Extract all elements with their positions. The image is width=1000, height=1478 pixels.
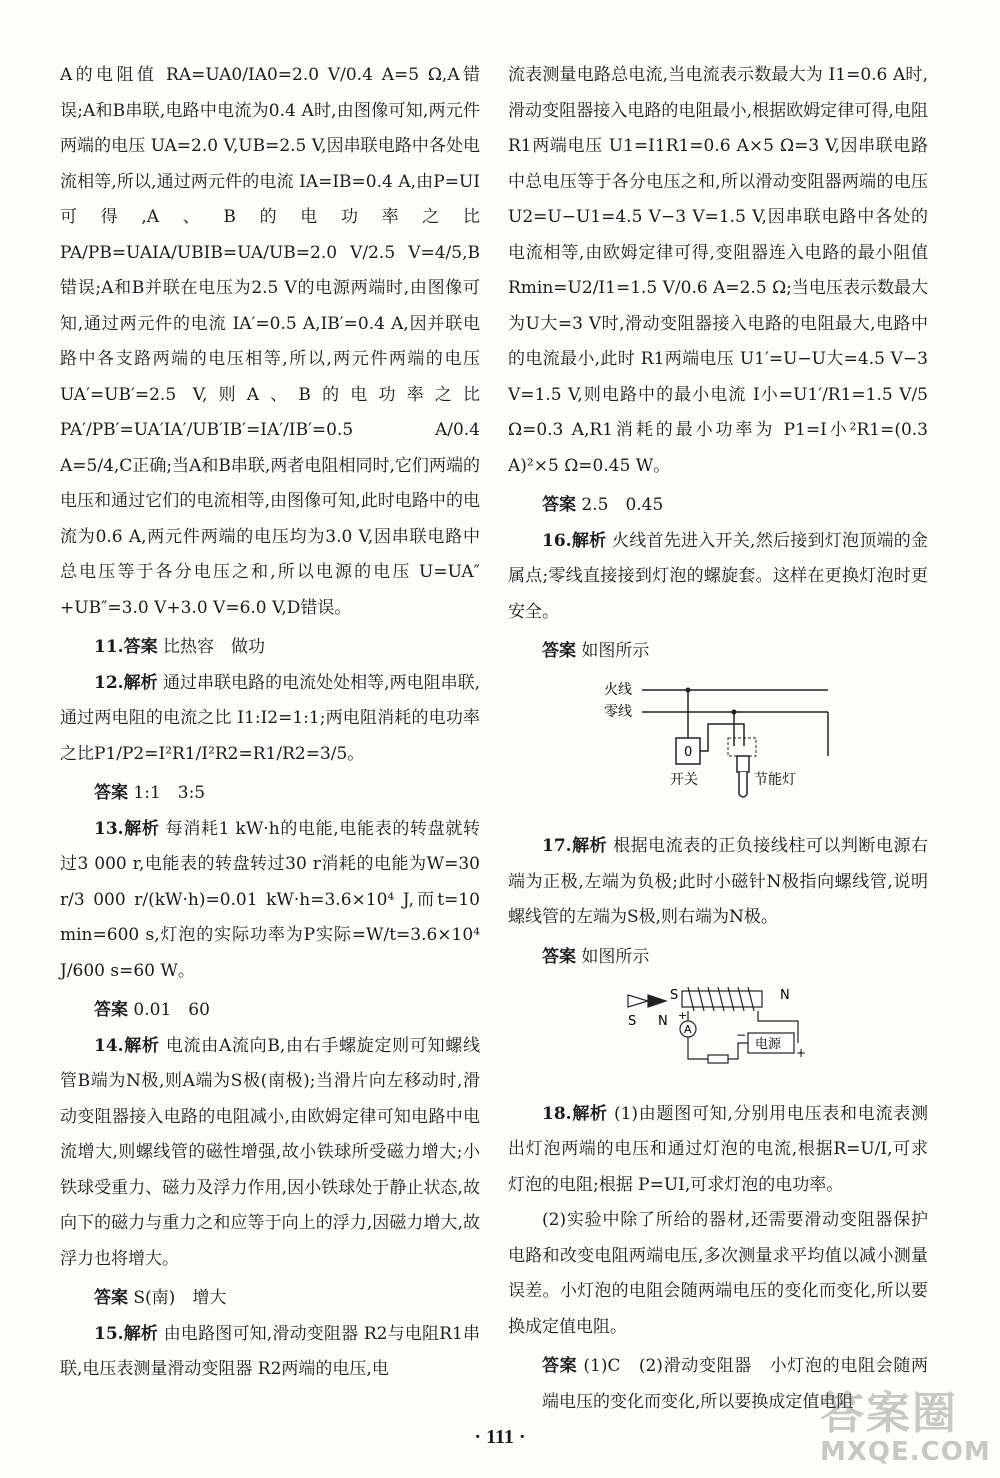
answer-18-label: 答案	[542, 1356, 578, 1376]
ammeter-lead	[688, 1037, 708, 1059]
answer-15-label: 答案	[542, 495, 576, 515]
solution-15	[60, 1317, 480, 1388]
answer-11-label: 11.答案	[94, 637, 158, 657]
solenoid-n-label: N	[780, 988, 790, 1003]
answer-16	[508, 634, 928, 670]
solution-13-text: 每消耗1 kW·h的电能,电能表的转盘就转过3 000 r,电能表的转盘转过30 r消耗的电能为W=30 r/3 000 r/(kW·h)=0.01 kW·h=3.6×10⁴ J,而t=10 min=600 s,灯泡的实际功率为P实际=W/t=3.6×10⁴ J/600 s=60 W。	[60, 818, 481, 981]
lamp-base	[737, 756, 749, 772]
solution-12-label: 12.解析	[94, 672, 158, 693]
watermark-line2: MXQE.COM	[820, 1437, 991, 1467]
answer-18-text: (1)C (2)滑动变阻器 小灯泡的电阻会随两端电压的变化而变化,所以要换成定值电阻	[542, 1356, 928, 1412]
supply-plus-label: +	[796, 1046, 807, 1060]
compass-needle-s	[628, 995, 648, 1007]
switch-mark: 0	[684, 744, 693, 760]
solution-16	[508, 524, 928, 631]
neutral-wire-label: 零线	[604, 703, 632, 720]
solution-18-label: 18.解析	[542, 1103, 608, 1124]
lamp-label: 节能灯	[754, 771, 796, 788]
answer-14-text: S(南) 增大	[133, 1288, 227, 1308]
solution-12	[60, 666, 480, 773]
figure-17-solenoid-diagram	[508, 981, 928, 1087]
lamp-socket	[728, 738, 756, 756]
solution-16-text: 火线首先进入开关,然后接到灯泡顶端的金属点;零线直接接到灯泡的螺旋套。这样在更换灯泡时更安全。	[508, 530, 929, 622]
ammeter-label: A	[684, 1023, 692, 1036]
power-supply-label: 电源	[755, 1037, 782, 1052]
ammeter-plus-label: +	[678, 1009, 688, 1022]
answer-15-text: 2.5 0.45	[581, 495, 664, 515]
solution-14-text: 电流由A流向B,由右手螺旋定则可知螺线管B端为N极,则A端为S极(南极);当滑片向左移动时,滑动变阻器接入电路的电阻减小,由欧姆定律可知电路中电流增大,则螺线管的磁性增强,故小铁球所受磁力增大;小铁球受重力、磁力及浮力作用,因小铁球处于静止状态,故向下的磁力与重力之和应等于向上的浮力,因磁力增大,故浮力也将增大。	[60, 1035, 481, 1269]
watermark-line1: 答案圈	[820, 1388, 958, 1439]
wiring-diagram-svg	[508, 676, 928, 806]
switch-label: 开关	[670, 771, 698, 788]
solution-18-part-2: (2)实验中除了所给的器材,还需要滑动变阻器保护电路和改变电阻两端电压,多次测量求平均值以减小测量误差。小灯泡的电阻会随两端电压的变化而变化,所以要换成定值电阻。	[508, 1210, 928, 1337]
solution-15-label: 15.解析	[94, 1323, 159, 1344]
energy-saving-lamp-icon	[739, 772, 747, 797]
solution-16-label: 16.解析	[542, 530, 607, 551]
answer-16-label: 答案	[542, 641, 576, 661]
solenoid-diagram-svg	[508, 981, 928, 1073]
solenoid-s-label: S	[670, 988, 679, 1003]
solution-17-text: 根据电流表的正负接线柱可以判断电源右端为正极,左端为负极;此时小磁针N极指向螺线管,说明螺线管的左端为S极,则右端为N极。	[508, 836, 929, 927]
solution-15-text: 由电路图可知,滑动变阻器 R2与电阻R1串联,电压表测量滑动变阻器 R2两端的电压,电	[60, 1323, 481, 1379]
watermark-logo	[820, 1390, 990, 1470]
answer-12-text: 1:1 3:5	[133, 783, 206, 803]
answer-11-text: 比热容 做功	[162, 637, 265, 657]
rheostat-icon	[708, 1055, 728, 1063]
answer-13-text: 0.01 60	[133, 1000, 210, 1020]
needle-n-label: N	[658, 1014, 668, 1029]
needle-s-label: S	[628, 1014, 637, 1029]
answer-15	[508, 488, 928, 524]
compass-needle-n	[648, 995, 666, 1007]
supply-minus-label: −	[736, 1028, 747, 1042]
page-number: · 111 ·	[474, 1426, 526, 1448]
answer-17-label: 答案	[542, 946, 576, 967]
solution-12-text: 通过串联电路的电流处处相等,两电阻串联,通过两电阻的电流之比 I1:I2=1:1;两电阻消耗的电功率之比P1/P2=I²R1/I²R2=R1/R2=3/5。	[60, 672, 481, 764]
solution-15-continued: 流表测量电路总电流,当电流表示数最大为 I1=0.6 A时,滑动变阻器接入电路的电阻最小,根据欧姆定律可得,电阻 R1两端电压 U1=I1R1=0.6 A×5 Ω=3 V,因串联电路中总电压等于各分电压之和,所以滑动变阻器两端的电压 U2=U−U1=4.5 V−3 V=1.5 V,因串联电路中各处的电流相等,由欧姆定律可得,变阻器连入电路的最小阻值 Rmin=U2/I1=1.5 V/0.6 A=2.5 Ω;当电压表示数最大为U大=3 V时,滑动变阻器接入电路的电阻最大,电路中的电流最小,此时 R1两端电压 U1′=U−U大=4.5 V−3 V=1.5 V,则电路中的最小电流 I小=U1′/R1=1.5 V/5 Ω=0.3 A,R1消耗的最小功率为 P1=I小²R1=(0.3 A)²×5 Ω=0.45 W。	[508, 65, 928, 476]
answer-17-text: 如图所示	[581, 946, 650, 967]
live-wire-label: 火线	[604, 681, 632, 698]
solution-14	[60, 1029, 480, 1278]
answer-16-text: 如图所示	[581, 641, 650, 661]
right-column	[508, 58, 928, 1420]
answer-12-label: 答案	[94, 783, 128, 803]
solution-17-label: 17.解析	[542, 836, 608, 856]
figure-16-wiring-diagram	[508, 676, 928, 820]
answer-17	[508, 940, 928, 976]
solution-10-continued: A的电阻值 RA=UA0/IA0=2.0 V/0.4 A=5 Ω,A错误;A和B串联,电路中电流为0.4 A时,由图像可知,两元件两端的电压 UA=2.0 V,UB=2.5 V,因串联电路中各处电流相等,所以,通过两元件的电流 IA=IB=0.4 A,由P=UI可得,A、B的电功率之比PA/PB=UAIA/UBIB=UA/UB=2.0 V/2.5 V=4/5,B错误;A和B并联在电压为2.5 V的电源两端时,由图像可知,通过两元件的电流 IA′=0.5 A,IB′=0.4 A,因并联电路中各支路两端的电压相等,所以,两元件两端的电压 UA′=UB′=2.5 V,则A、B的电功率之比PA′/PB′=UA′IA′/UB′IB′=IA′/IB′=0.5 A/0.4 A=5/4,C正确;当A和B串联,两者电阻相同时,它们两端的电压和通过它们的电流相等,由图像可知,此时电路中的电流为0.6 A,两元件两端的电压均为3.0 V,因串联电路中总电压等于各分电压之和,所以电源的电压 U=UA″+UB″=3.0 V+3.0 V=6.0 V,D错误。	[60, 65, 480, 618]
solution-18	[508, 1097, 928, 1204]
answer-13	[60, 993, 480, 1029]
answer-13-label: 答案	[94, 1000, 128, 1020]
left-column	[60, 58, 480, 1388]
solution-18-text: (1)由题图可知,分别用电压表和电流表测出灯泡两端的电压和通过灯泡的电流,根据R=U/I,可求灯泡的电阻;根据 P=UI,可求灯泡的电功率。	[508, 1103, 929, 1195]
answer-11	[60, 630, 480, 666]
switch-to-lamp-wire	[700, 724, 744, 751]
solution-13-label: 13.解析	[94, 818, 160, 839]
answer-14-label: 答案	[94, 1288, 128, 1308]
rheostat-lead	[728, 1043, 748, 1059]
solution-17	[508, 829, 928, 936]
answer-12	[60, 776, 480, 812]
solution-13	[60, 812, 480, 990]
solution-14-label: 14.解析	[94, 1035, 160, 1056]
answer-14	[60, 1281, 480, 1317]
